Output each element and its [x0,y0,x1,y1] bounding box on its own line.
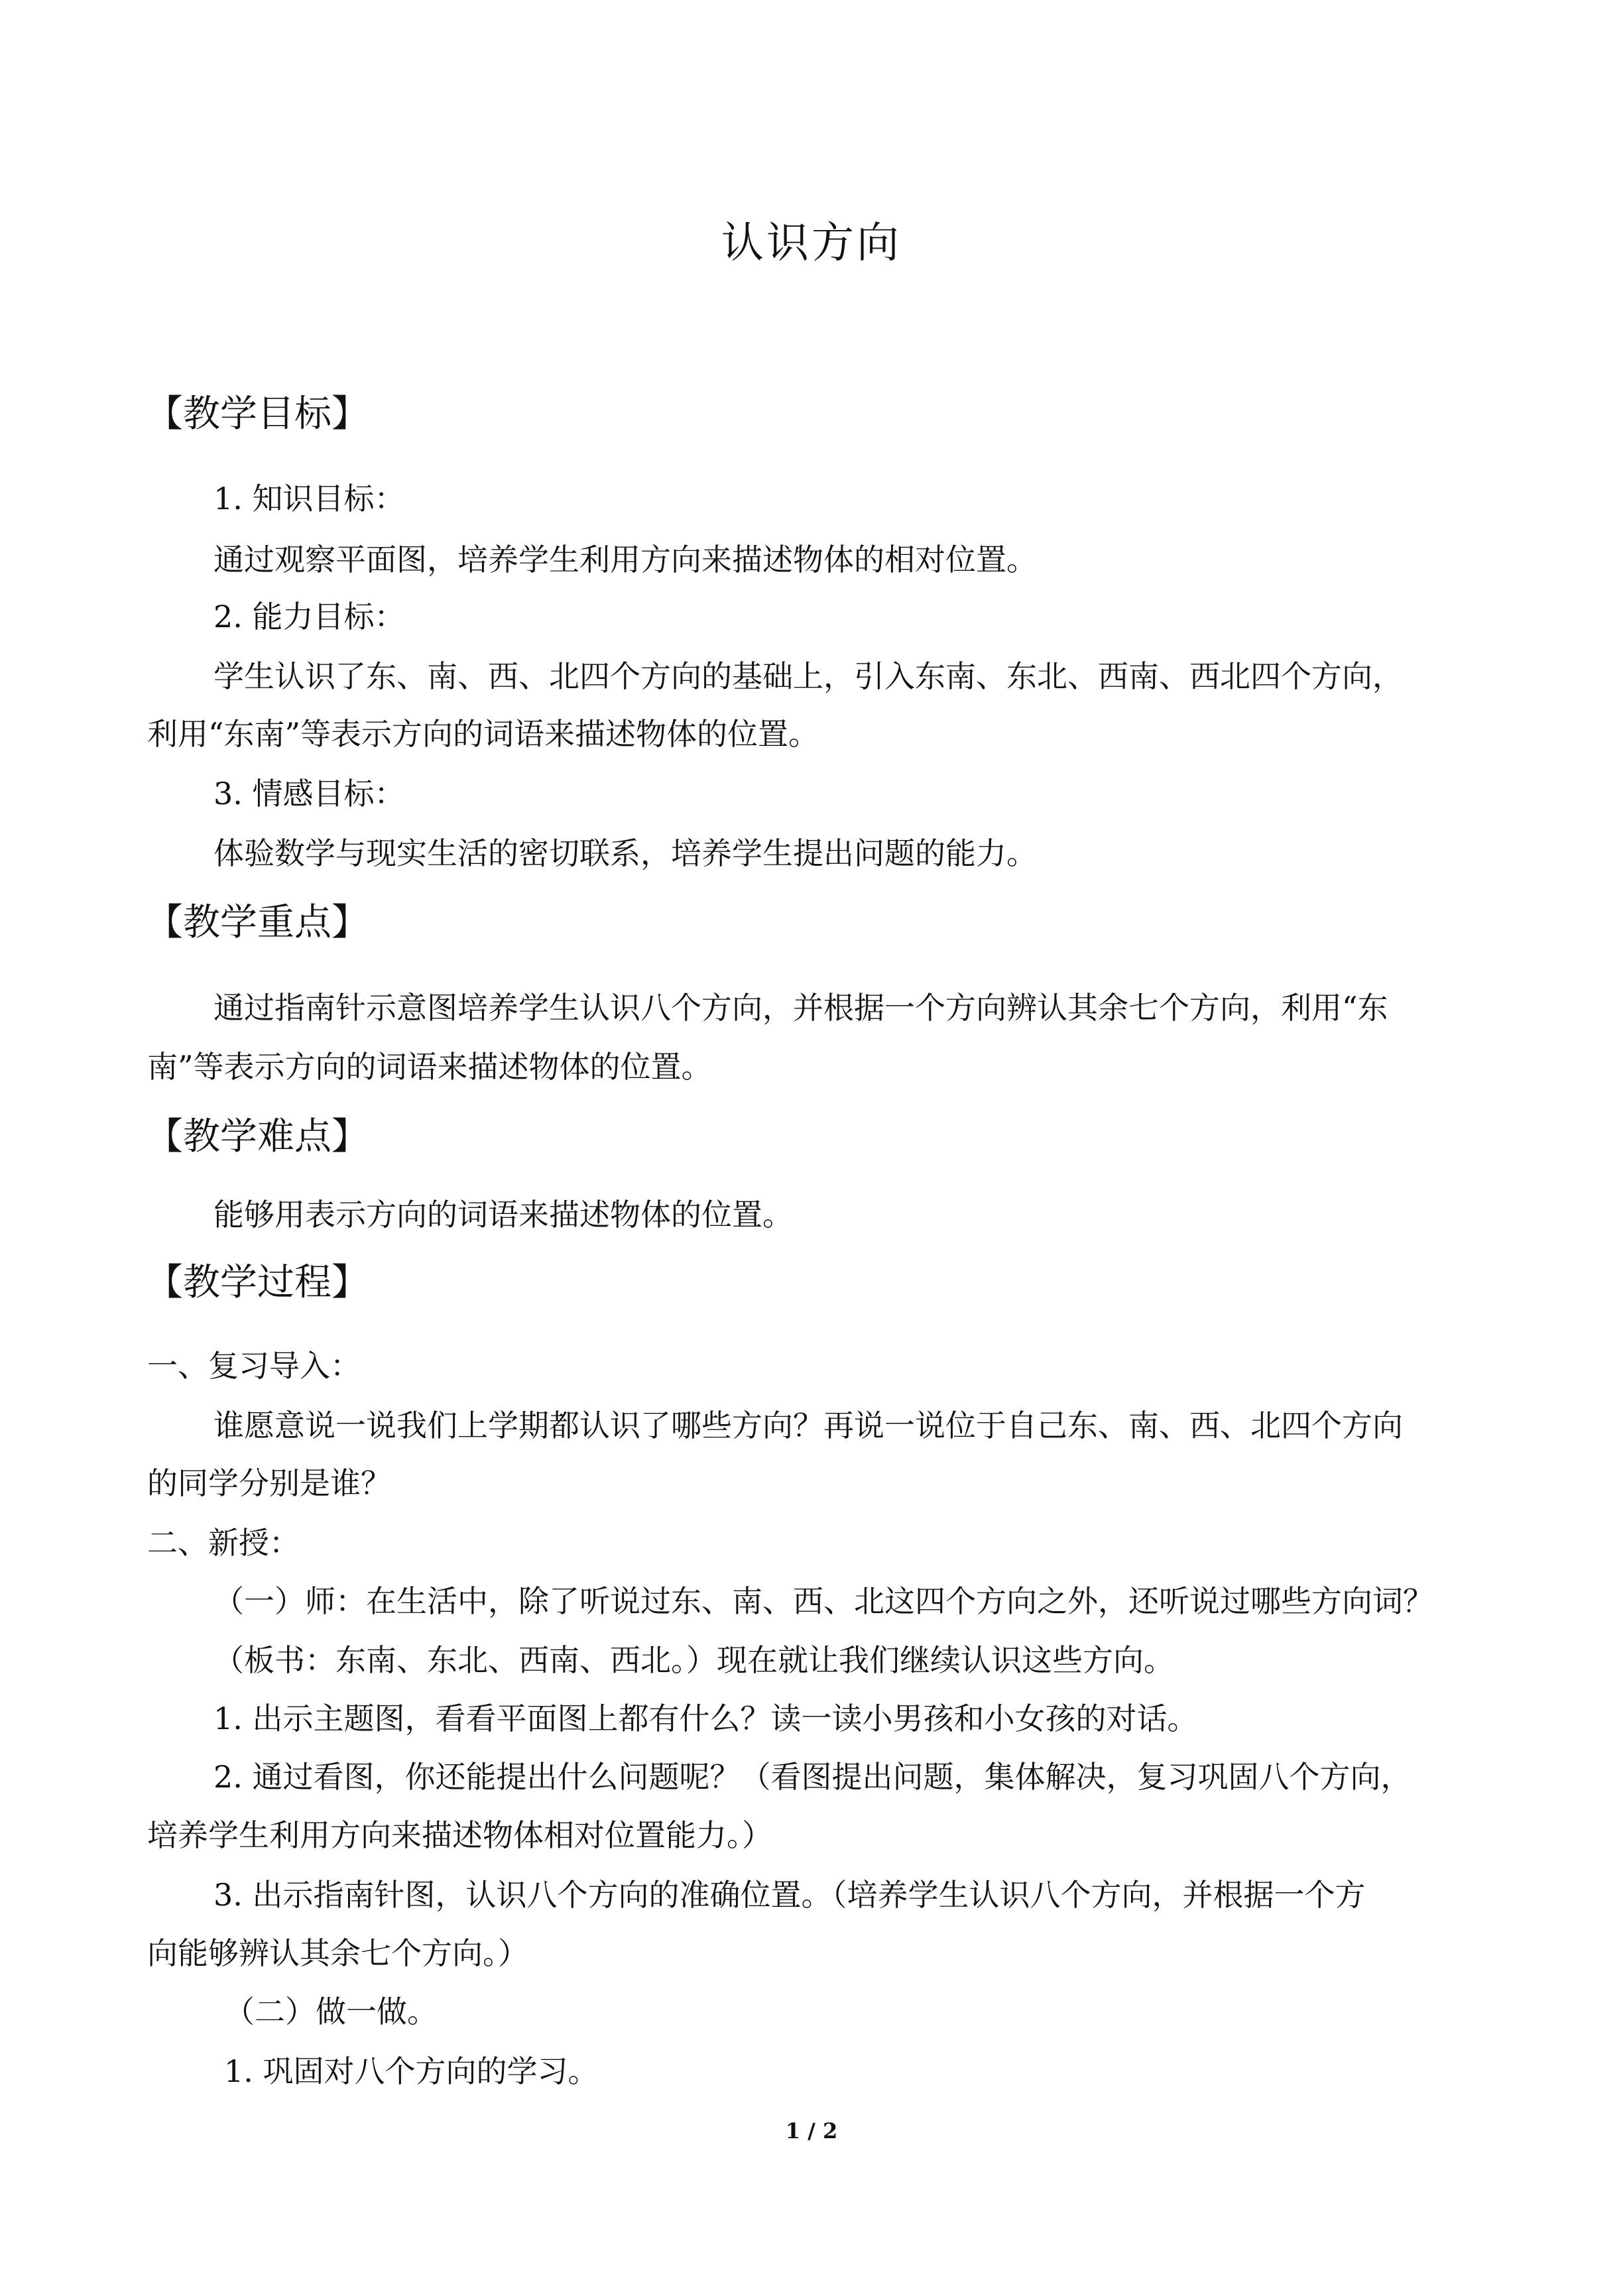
section-heading-goals: 【教学目标】 [146,393,369,436]
goals-line-7: 体验数学与现实生活的密切联系，培养学生提出问题的能力。 [213,835,1037,871]
process-line-4: 二、新授： [147,1525,300,1561]
process-line-7: 1. 出示主题图，看看平面图上都有什么？读一读小男孩和小女孩的对话。 [213,1701,1198,1736]
process-line-11: 向能够辨认其余七个方向。） [147,1935,528,1971]
section-heading-process: 【教学过程】 [146,1261,369,1304]
page-number: 1 / 2 [785,2118,838,2144]
page-title: 认识方向 [721,219,902,268]
process-line-6: （板书：东南、东北、西南、西北。）现在就让我们继续认识这些方向。 [213,1642,1174,1678]
process-line-8: 2. 通过看图，你还能提出什么问题呢？（看图提出问题，集体解决，复习巩固八个方向， [213,1759,1412,1795]
process-line-1: 一、复习导入： [147,1348,361,1384]
process-line-5: （一）师：在生活中，除了听说过东、南、西、北这四个方向之外，还听说过哪些方向词？ [213,1583,1433,1619]
key-points-line-2: 南”等表示方向的词语来描述物体的位置。 [147,1049,712,1085]
process-line-9: 培养学生利用方向来描述物体相对位置能力。） [147,1817,772,1853]
goals-line-4: 学生认识了东、南、西、北四个方向的基础上，引入东南、东北、西南、西北四个方向， [213,658,1403,694]
process-line-2: 谁愿意说一说我们上学期都认识了哪些方向？再说一说位于自己东、南、西、北四个方向 [213,1408,1403,1443]
key-points-line-1: 通过指南针示意图培养学生认识八个方向，并根据一个方向辨认其余七个方向，利用“东 [213,990,1388,1026]
goals-line-1: 1. 知识目标： [213,481,405,516]
process-line-3: 的同学分别是谁？ [147,1465,391,1501]
goals-line-6: 3. 情感目标： [213,776,405,812]
difficulties-line-1: 能够用表示方向的词语来描述物体的位置。 [213,1197,793,1233]
goals-line-2: 通过观察平面图，培养学生利用方向来描述物体的相对位置。 [213,542,1037,577]
process-line-10: 3. 出示指南针图，认识八个方向的准确位置。（培养学生认识八个方向，并根据一个方 [213,1877,1366,1913]
section-heading-difficulties: 【教学难点】 [146,1115,369,1158]
process-line-12: （二）做一做。 [224,1994,438,2029]
goals-line-5: 利用“东南”等表示方向的词语来描述物体的位置。 [147,716,819,752]
section-heading-key-points: 【教学重点】 [146,901,369,944]
goals-line-3: 2. 能力目标： [213,599,405,634]
process-line-13: 1. 巩固对八个方向的学习。 [224,2053,599,2089]
